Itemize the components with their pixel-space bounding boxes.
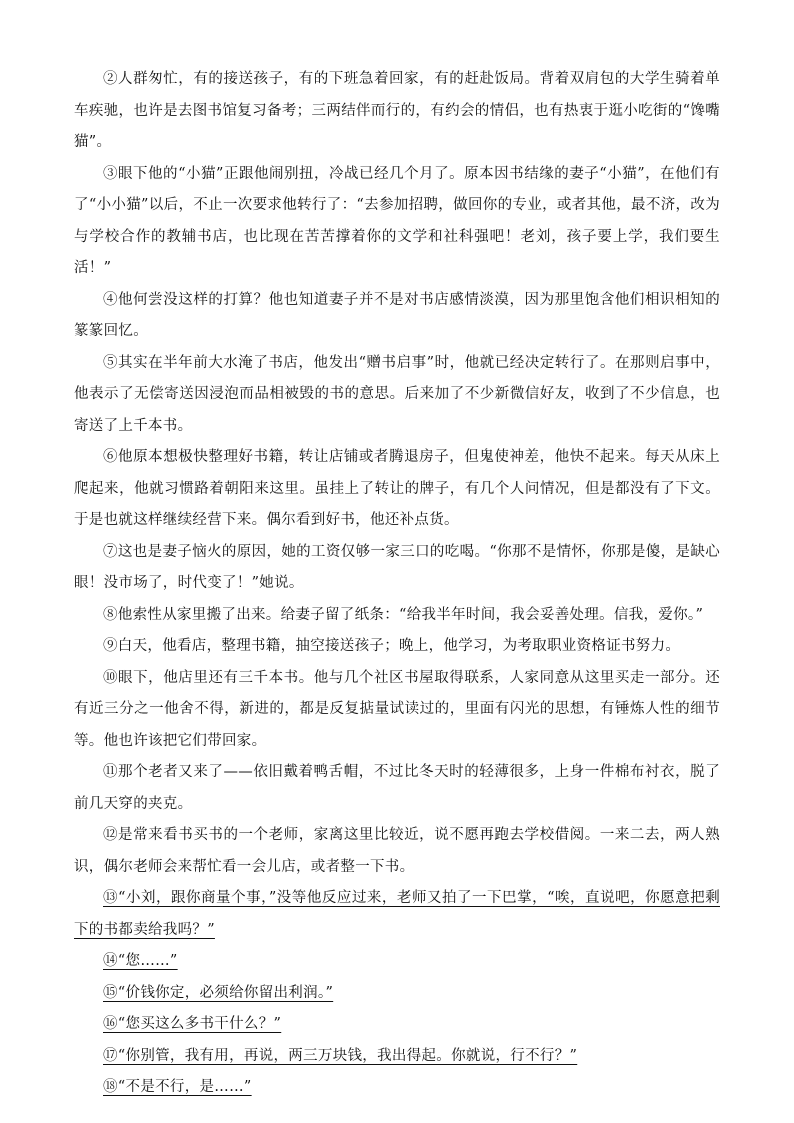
paragraph-16-dialogue <box>74 1009 720 1041</box>
paragraph-3-text: ③眼下他的“小猫”正跟他闹别扭，冷战已经几个月了。原本因书结缘的妻子“小猫”，在他们有了“小小猫”以后，不止一次要求他转行了：“去参加招聘，做回你的专业，或者其他，最不济，改为与学校合作的教辅书店，也比现在苦苦撑着你的文学和社科强吧！老刘，孩子要上学，我们要生活！” <box>74 165 720 276</box>
paragraph-6 <box>74 442 720 537</box>
paragraph-18-text: ⑱“不是不行，是……” <box>103 1079 252 1095</box>
paragraph-15-dialogue <box>74 978 720 1010</box>
paragraph-11-text: ⑪那个老者又来了——依旧戴着鸭舌帽，不过比冬天时的轻薄很多，上身一件棉布衬衣，脱了前几天穿的夹克。 <box>74 764 720 812</box>
paragraph-13-dialogue <box>74 883 720 946</box>
paragraph-15-text: ⑮“价钱你定，必须给你留出利润。” <box>103 984 334 1001</box>
paragraph-7 <box>74 537 720 600</box>
paragraph-16-text: ⑯“您买这么多书干什么？” <box>103 1016 282 1032</box>
paragraph-10 <box>74 663 720 758</box>
paragraph-5-text: ⑤其实在半年前大水淹了书店，他发出“赠书启事”时，他就已经决定转行了。在那则启事中，他表示了无偿寄送因浸泡而品相被毁的书的意思。后来加了不少新微信好友，收到了不少信息，也寄送了上千本书。 <box>74 354 720 434</box>
paragraph-17-text: ⑰“你别管，我有用，再说，两三万块钱，我出得起。你就说，行不行？” <box>103 1047 578 1064</box>
paragraph-14-dialogue <box>74 946 720 978</box>
paragraph-9 <box>74 631 720 663</box>
paragraph-12 <box>74 820 720 883</box>
paragraph-18-dialogue <box>74 1072 720 1104</box>
paragraph-9-text: ⑨白天，他看店，整理书籍，抽空接送孩子；晚上，他学习，为考取职业资格证书努力。 <box>103 638 681 654</box>
paragraph-10-text: ⑩眼下，他店里还有三千本书。他与几个社区书屋取得联系，人家同意从这里买走一部分。还有近三分之一他舍不得，新进的，都是反复掂量试读过的，里面有闪光的思想，有锤炼人性的细节等。他也许该把它们带回家。 <box>74 669 720 749</box>
paragraph-8 <box>74 600 720 632</box>
paragraph-13-text: ⑬“小刘，跟你商量个事，”没等他反应过来，老师又拍了一下巴掌，“唉，直说吧，你愿意把剩下的书都卖给我吗？” <box>74 890 720 938</box>
paragraph-5 <box>74 348 720 443</box>
paragraph-4 <box>74 285 720 348</box>
article-body <box>74 64 720 1104</box>
paragraph-7-text: ⑦这也是妻子恼火的原因，她的工资仅够一家三口的吃喝。“你那不是情怀，你那是傻，是缺心眼！没市场了，时代变了！”她说。 <box>74 543 720 591</box>
paragraph-12-text: ⑫是常来看书买书的一个老师，家离这里比较近，说不愿再跑去学校借阅。一来二去，两人熟识，偶尔老师会来帮忙看一会儿店，或者整一下书。 <box>74 827 720 875</box>
paragraph-11 <box>74 757 720 820</box>
paragraph-3 <box>74 159 720 285</box>
paragraph-17-dialogue <box>74 1041 720 1073</box>
paragraph-4-text: ④他何尝没这样的打算？他也知道妻子并不是对书店感情淡漠，因为那里饱含他们相识相知的篆篆回忆。 <box>74 291 720 339</box>
paragraph-2-text: ②人群匆忙，有的接送孩子，有的下班急着回家，有的赶赴饭局。背着双肩包的大学生骑着单车疾驰，也许是去图书馆复习备考；三两结伴而行的，有约会的情侣，也有热衷于逛小吃街的“馋嘴猫”。 <box>74 71 720 150</box>
paragraph-14-text: ⑭“您……” <box>103 953 178 969</box>
paragraph-8-text: ⑧他索性从家里搬了出来。给妻子留了纸条：“给我半年时间，我会妥善处理。信我，爱你。” <box>103 606 704 623</box>
paragraph-6-text: ⑥他原本想极快整理好书籍，转让店铺或者腾退房子，但鬼使神差，他快不起来。每天从床上爬起来，他就习惯路着朝阳来这里。虽挂上了转让的牌子，有几个人问情况，但是都没有了下文。于是也就这样继续经营下来。偶尔看到好书，他还补点货。 <box>74 449 720 528</box>
paragraph-2 <box>74 64 720 159</box>
